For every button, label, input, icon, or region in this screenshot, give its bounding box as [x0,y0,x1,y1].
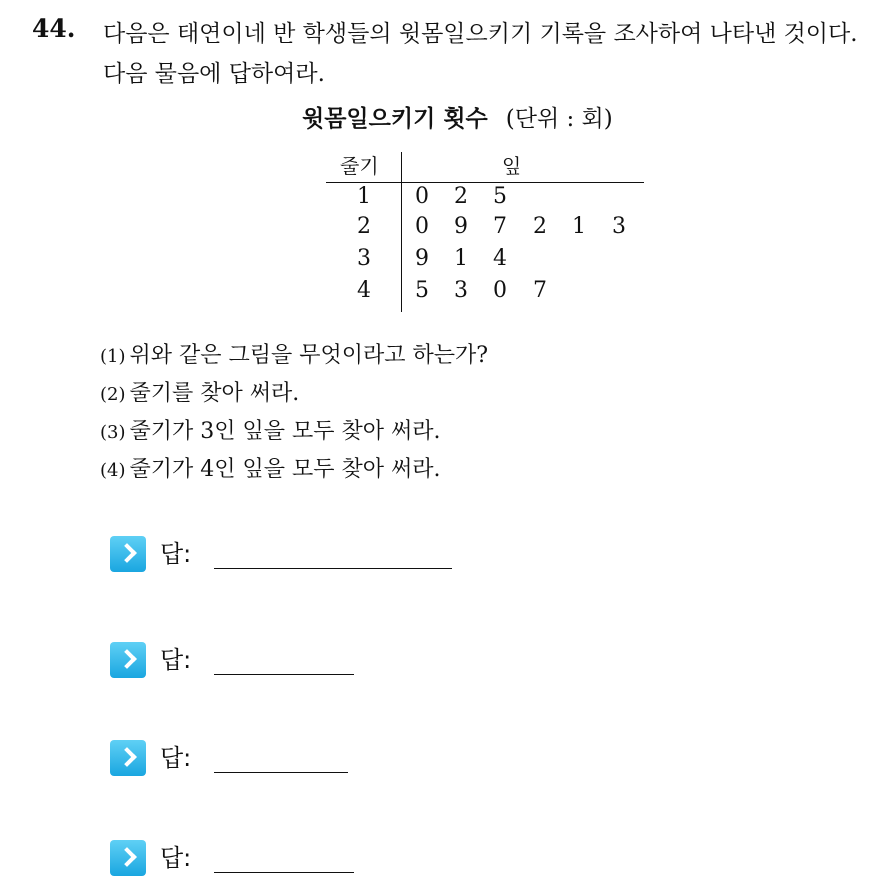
sub-question-number: (3) [100,422,126,443]
answer-label: 답: [160,540,192,568]
answer-label: 답: [160,844,192,872]
answer-label: 답: [160,646,192,674]
answer-blank[interactable] [214,674,354,675]
sub-question-4 [100,452,440,483]
stem-value: 2 [357,214,371,239]
leaf-value: 0 [415,184,429,209]
answer-row-4 [110,838,510,878]
table-title: 윗몸일으키기 횟수 [302,105,488,132]
answer-label: 답: [160,744,192,772]
leaf-value: 3 [612,214,626,239]
sub-question-text: 줄기를 찾아 써라. [129,381,300,406]
answer-row-2 [110,640,510,680]
sub-question-1 [100,338,488,369]
leaf-value: 5 [415,278,429,303]
stem-value: 3 [357,246,371,271]
answer-blank[interactable] [214,772,348,773]
leaf-value: 1 [454,246,468,271]
leaf-header: 잎 [502,154,522,178]
leaf-value: 5 [493,184,507,209]
answer-row-1 [110,534,510,574]
leaf-value: 2 [454,184,468,209]
answer-blank[interactable] [214,872,354,873]
leaf-value: 3 [454,278,468,303]
leaf-value: 7 [533,278,547,303]
leaf-value: 4 [493,246,507,271]
question-text: 다음은 태연이네 반 학생들의 윗몸일으키기 기록을 조사하여 나타낸 것이다. 다음 물음에 답하여라. [103,21,858,87]
stem-value: 4 [357,278,371,303]
leaf-value: 9 [415,246,429,271]
table-unit: (단위 : 회) [505,106,613,132]
sub-question-3 [100,414,440,445]
answer-row-3 [110,738,510,778]
sub-question-number: (2) [100,384,126,405]
chevron-right-icon [110,642,146,678]
sub-question-text: 줄기가 4인 잎을 모두 찾아 써라. [129,457,441,482]
table-title-line [302,100,613,133]
leaf-value: 0 [415,214,429,239]
leaf-value: 0 [493,278,507,303]
sub-question-number: (4) [100,460,126,481]
chevron-right-icon [110,840,146,876]
leaf-value: 2 [533,214,547,239]
leaf-value: 7 [493,214,507,239]
leaf-value: 9 [454,214,468,239]
stem-header: 줄기 [340,154,379,178]
leaf-value: 1 [572,214,586,239]
question-number: 44. [32,14,76,43]
sub-question-text: 줄기가 3인 잎을 모두 찾아 써라. [129,419,441,444]
stem-value: 1 [357,184,371,209]
sub-question-2 [100,376,299,407]
chevron-right-icon [110,536,146,572]
sub-question-text: 위와 같은 그림을 무엇이라고 하는가? [129,343,489,368]
stem-leaf-plot [326,148,644,314]
sub-question-number: (1) [100,346,126,367]
chevron-right-icon [110,740,146,776]
plot-header-line [326,182,644,183]
answer-blank[interactable] [214,568,452,569]
plot-divider [401,152,402,312]
